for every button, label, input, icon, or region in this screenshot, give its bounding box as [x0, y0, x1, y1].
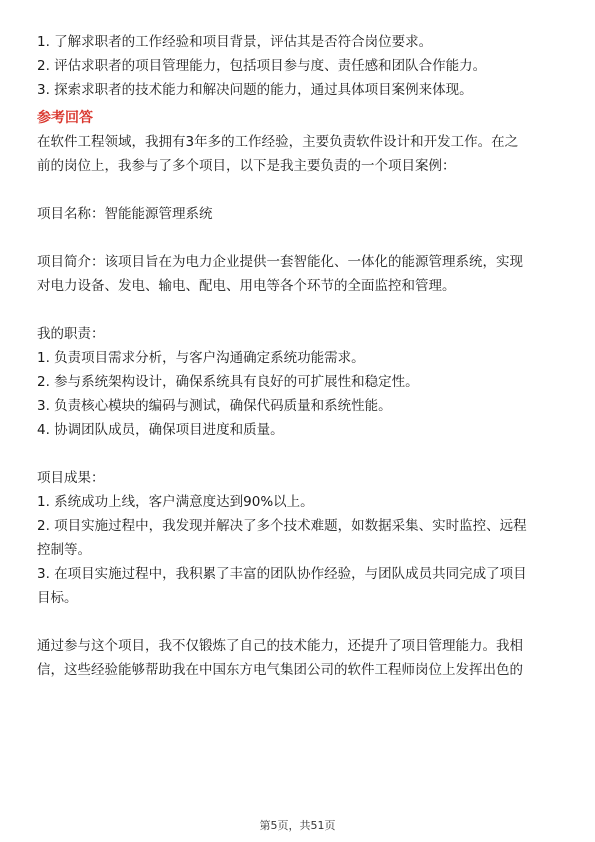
page-footer: 第5页，共51页: [259, 819, 336, 832]
project-intro-line: 项目简介：该项目旨在为电力企业提供一套智能化、一体化的能源管理系统，实现: [37, 254, 523, 270]
result-item: 2. 项目实施过程中，我发现并解决了多个技术难题，如数据采集、实时监控、远程: [37, 518, 527, 534]
intro-point: 1. 了解求职者的工作经验和项目背景，评估其是否符合岗位要求。: [37, 34, 433, 50]
duty-item: 2. 参与系统架构设计，确保系统具有良好的可扩展性和稳定性。: [37, 374, 419, 390]
duty-item: 1. 负责项目需求分析，与客户沟通确定系统功能需求。: [37, 350, 365, 366]
result-item: 1. 系统成功上线，客户满意度达到90%以上。: [37, 494, 314, 510]
intro-point: 2. 评估求职者的项目管理能力，包括项目参与度、责任感和团队合作能力。: [37, 58, 487, 74]
closing-line: 信，这些经验能够帮助我在中国东方电气集团公司的软件工程师岗位上发挥出色的: [37, 662, 523, 678]
closing-line: 通过参与这个项目，我不仅锻炼了自己的技术能力，还提升了项目管理能力。我相: [37, 638, 523, 654]
result-item: 目标。: [37, 590, 78, 606]
opening-line: 前的岗位上，我参与了多个项目，以下是我主要负责的一个项目案例：: [37, 158, 456, 174]
duties-title: 我的职责：: [37, 326, 105, 342]
project-intro-line: 对电力设备、发电、输电、配电、用电等各个环节的全面监控和管理。: [37, 278, 456, 294]
answer-heading: 参考回答: [37, 110, 93, 126]
intro-point: 3. 探索求职者的技术能力和解决问题的能力，通过具体项目案例来体现。: [37, 82, 473, 98]
results-title: 项目成果：: [37, 470, 105, 486]
opening-line: 在软件工程领域，我拥有3年多的工作经验，主要负责软件设计和开发工作。在之: [37, 134, 519, 150]
duty-item: 3. 负责核心模块的编码与测试，确保代码质量和系统性能。: [37, 398, 392, 414]
result-item: 3. 在项目实施过程中，我积累了丰富的团队协作经验，与团队成员共同完成了项目: [37, 566, 527, 582]
document-body: [37, 30, 559, 682]
duty-item: 4. 协调团队成员，确保项目进度和质量。: [37, 422, 284, 438]
result-item: 控制等。: [37, 542, 91, 558]
project-name: 项目名称：智能能源管理系统: [37, 206, 213, 222]
